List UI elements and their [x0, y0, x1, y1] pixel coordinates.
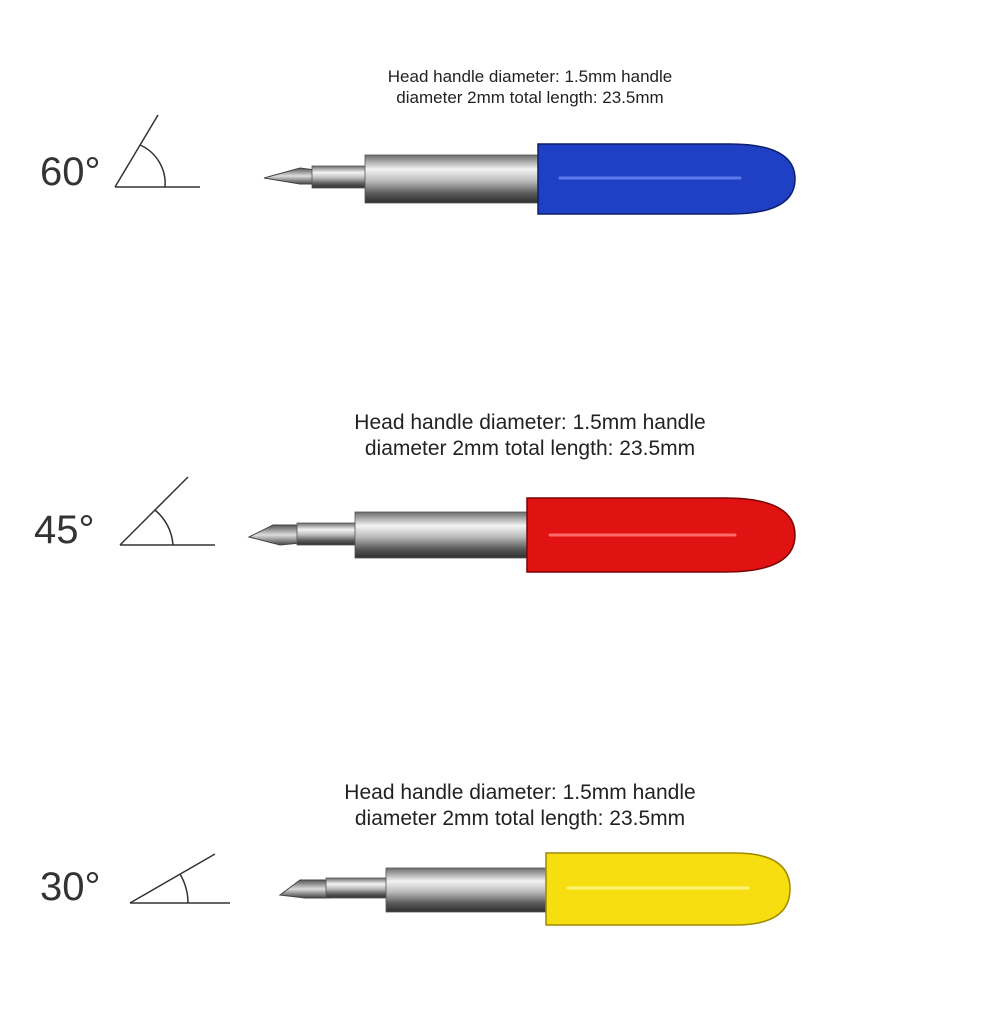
angle-label: 45°: [34, 508, 95, 552]
blade-spec-caption: [305, 410, 755, 463]
angle-label: 30°: [40, 865, 101, 909]
blade-spec-caption: [330, 66, 730, 109]
blade-red-image: [245, 485, 805, 585]
blade-blue-image: [260, 130, 820, 230]
blade-section-45: [0, 360, 1000, 660]
blade-yellow-image: [270, 840, 810, 940]
blade-spec-caption: [300, 780, 740, 833]
caption-line-2: diameter 2mm total length: 23.5mm: [364, 437, 696, 461]
blade-section-60: [0, 0, 1000, 300]
caption-line-1: Head handle diameter: 1.5mm handle: [387, 67, 673, 86]
angle-30-icon: [125, 848, 235, 910]
angle-label: 60°: [40, 150, 101, 194]
angle-45-icon: [115, 472, 220, 552]
caption-line-1: Head handle diameter: 1.5mm handle: [344, 781, 696, 804]
angle-60-icon: [110, 110, 210, 195]
caption-line-2: diameter 2mm total length: 23.5mm: [396, 88, 664, 108]
caption-line-1: Head handle diameter: 1.5mm handle: [354, 411, 706, 434]
caption-line-2: diameter 2mm total length: 23.5mm: [354, 807, 686, 831]
blade-section-30: [0, 720, 1000, 1020]
